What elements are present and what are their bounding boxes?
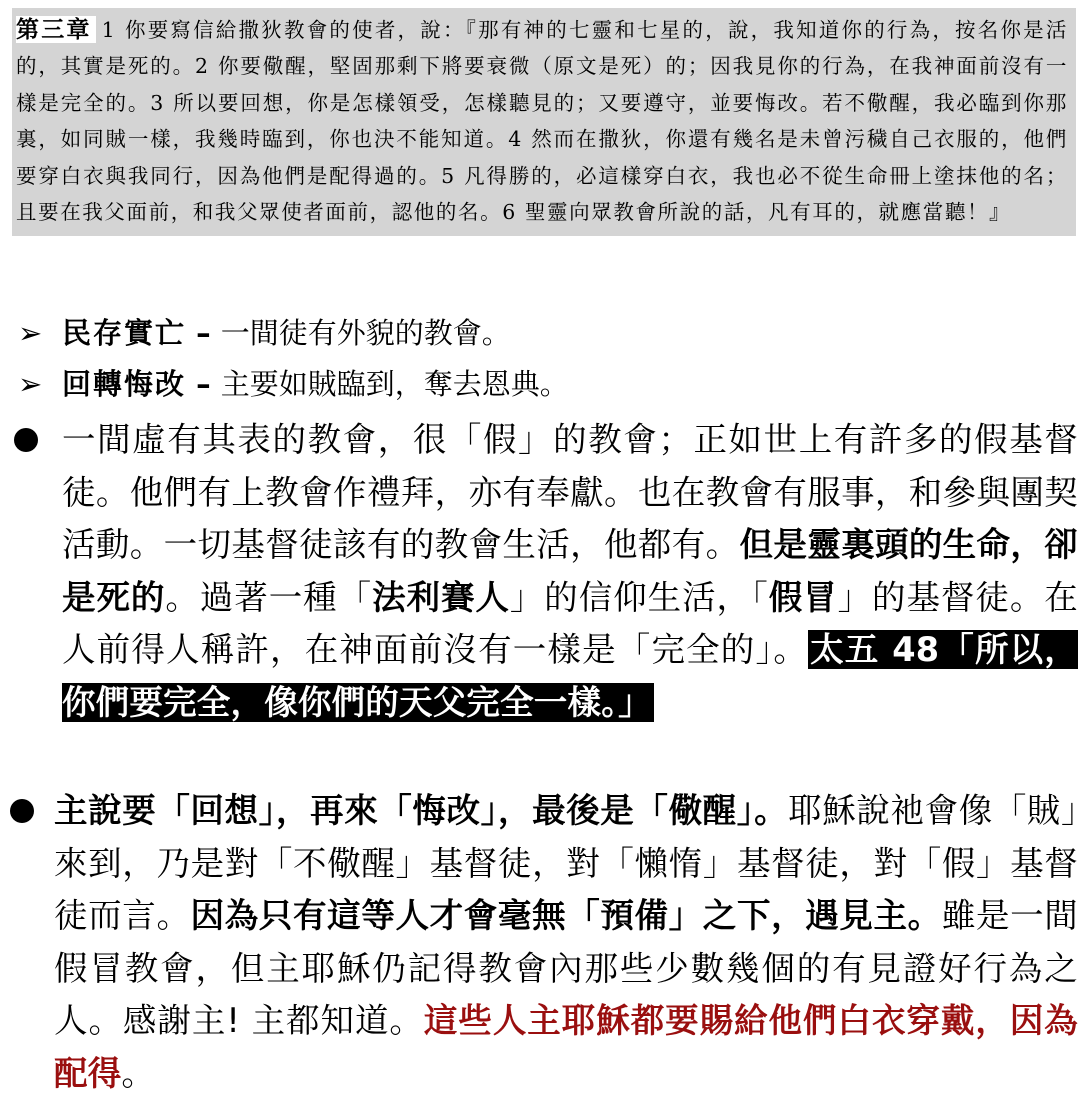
summary-dash: – <box>186 367 221 401</box>
bullet-text-2 <box>54 785 1078 1100</box>
summary-item-2 <box>18 364 569 404</box>
text-run: 。過著一種「 <box>165 577 373 617</box>
bold-run: 假冒 <box>768 577 838 617</box>
chapter-label: 第三章 <box>16 16 96 43</box>
text-run: 」的基督徒。在人前得人稱許，在神面前沒有一樣是「完全的」。 <box>62 577 1078 669</box>
scripture-passage <box>12 8 1076 236</box>
bold-run: 因為只有這等人才會毫無「預備」之下，遇見主。 <box>190 896 942 935</box>
bullet-paragraph-2 <box>14 785 1078 1100</box>
bold-run: 但是靈裏頭的生命，卻是死的 <box>62 525 1079 617</box>
bullet-text-1 <box>62 414 1078 729</box>
red-bold-run: 這些人主耶穌都要賜給他們白衣穿戴，因為配得 <box>54 1001 1078 1093</box>
bullet-paragraph-1 <box>14 414 1078 729</box>
bullet-dot-icon <box>10 799 34 823</box>
summary-key: 民存實亡 <box>62 316 187 350</box>
passage-text: 1 你要寫信給撒狄教會的使者，說：『那有神的七靈和七星的，說，我知道你的行為，按名你是活的，其實是死的。2 你要儆醒，堅固那剩下將要衰微（原文是死）的；因我見你的行為，在我神面前沒有一樣是完全的。3 所以要回想，你是怎樣領受，怎樣聽見的；又要遵守，並要悔改。若不儆醒，我必臨到你那裏，如同賊一樣，我幾時臨到，你也決不能知道。4 然而在撒狄，你還有幾名是未曾污穢自己衣服的，他們要穿白衣與我同行，因為他們是配得過的。5 凡得勝的，必這樣穿白衣，我也必不從生命冊上塗抹他的名；且要在我父面前，和我父眾使者面前，認他的名。6 聖靈向眾教會所說的話，凡有耳的，就應當聽！』 <box>16 18 1068 225</box>
bold-run: 主說要「回想」，再來「悔改」，最後是「儆醒」。 <box>54 791 789 830</box>
bold-run: 法利賽人 <box>372 577 510 617</box>
text-run: 。 <box>121 1053 156 1093</box>
summary-text: 主要如賊臨到，奪去恩典。 <box>220 367 569 401</box>
arrow-bullet-icon: ➢ <box>18 316 43 350</box>
arrow-bullet-icon: ➢ <box>18 367 43 401</box>
text-run: 一間虛有其表的教會，很「假」的教會；正如世上有許多的假基督徒。他們有上教會作禮拜，亦有奉獻。也在教會有服事，和參與團契活動。一切基督徒該有的教會生活，他都有。 <box>62 420 1078 564</box>
text-run: 」的信仰生活，「 <box>509 577 769 617</box>
highlighted-verse: 太五 48「所以，你們要完全，像你們的天父完全一樣。」 <box>62 630 1078 722</box>
text-run: 耶穌說祂會像「賊」來到，乃是對「不儆醒」基督徒，對「懶惰」基督徒，對「假」基督徒而言。 <box>54 791 1078 935</box>
summary-text: 一間徒有外貌的教會。 <box>220 316 511 350</box>
bullet-dot-icon <box>14 428 38 452</box>
text-run: 雖是一間假冒教會，但主耶穌仍記得教會內那些少數幾個的有見證好行為之人。感謝主! 主都知道。 <box>54 896 1078 1040</box>
summary-dash: – <box>186 316 221 350</box>
summary-key: 回轉悔改 <box>62 367 187 401</box>
summary-item-1 <box>18 313 511 353</box>
